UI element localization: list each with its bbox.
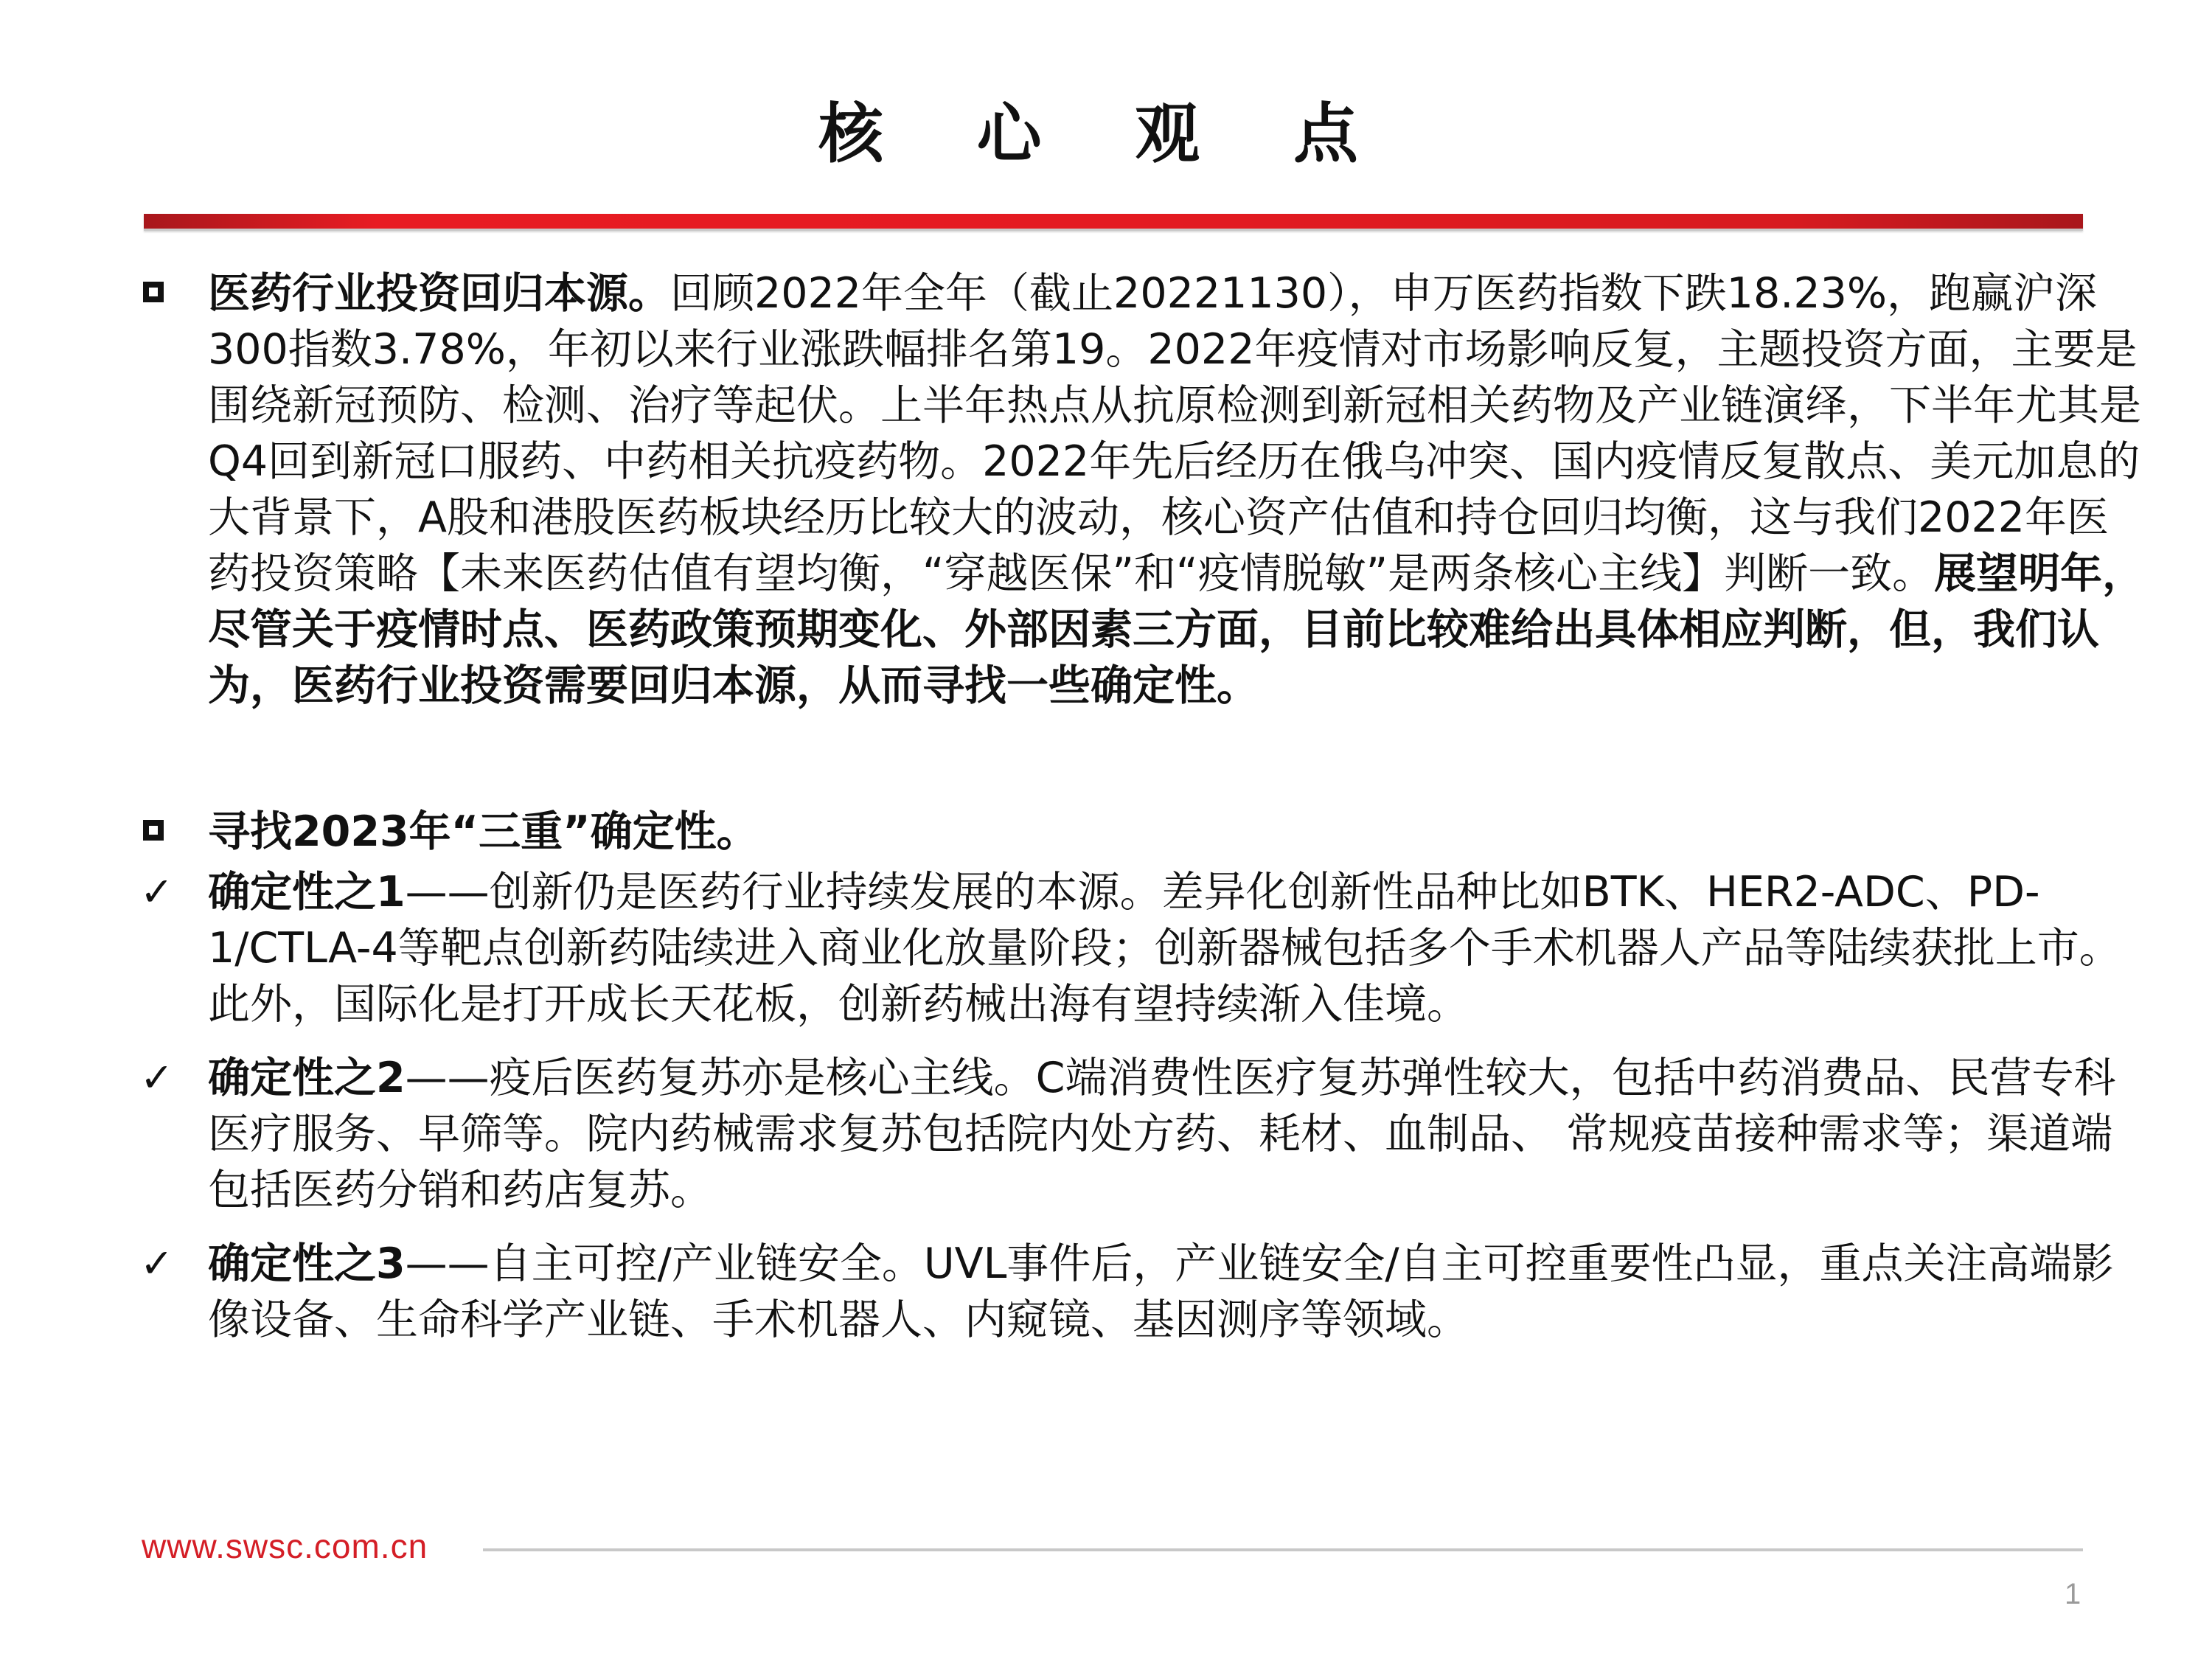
check-item-body: ——疫后医药复苏亦是核心主线。C端消费性医疗复苏弹性较大，包括中药消费品、民营专科医疗服务、早筛等。院内药械需求复苏包括院内处方药、耗材、血制品、 常规疫苗接种需求等；渠道端包括医药分销和药店复苏。 (208, 1054, 2116, 1214)
page-number: 1 (2065, 1578, 2081, 1610)
section-certainty (140, 804, 2146, 1366)
check-item-title: 确定性之3 (208, 1239, 406, 1288)
page-title: 核 心 观 点 (818, 96, 1394, 172)
checkmark-icon: ✓ (140, 869, 174, 915)
check-list-item (140, 1050, 2146, 1218)
section-heading: 寻找2023年“三重”确定性。 (208, 807, 759, 856)
check-item-text (208, 1050, 2146, 1218)
check-list-item (140, 864, 2146, 1032)
check-item-body: ——自主可控/产业链安全。UVL事件后，产业链安全/自主可控重要性凸显，重点关注高端影像设备、生命科学产业链、手术机器人、内窥镜、基因测序等领域。 (208, 1239, 2114, 1344)
paragraph-text (208, 265, 2146, 714)
check-list-item (140, 1236, 2146, 1348)
paragraph-body: 回顾2022年全年（截止20221130），申万医药指数下跌18.23%，跑赢沪深300指数3.78%，年初以来行业涨跌幅排名第19。2022年疫情对市场影响反复，主题投资方面，主要是围绕新冠预防、检测、治疗等起伏。上半年热点从抗原检测到新冠相关药物及产业链演绎，下半年尤其是Q4回到新冠口服药、中药相关抗疫药物。2022年先后经历在俄乌冲突、国内疫情反复散点、美元加息的大背景下，A股和港股医药板块经历比较大的波动，核心资产估值和持仓回归均衡，这与我们2022年医药投资策略【未来医药估值有望均衡，“穿越医保”和“疫情脱敏”是两条核心主线】判断一致。 (208, 269, 2141, 598)
check-item-title: 确定性之1 (208, 868, 406, 917)
title-divider-bar (144, 214, 2083, 231)
checkmark-icon: ✓ (140, 1240, 174, 1287)
check-item-text (208, 1236, 2146, 1348)
footer-divider (483, 1548, 2083, 1551)
paragraph-heading: 医药行业投资回归本源。 (208, 269, 670, 318)
check-item-body: ——创新仍是医药行业持续发展的本源。差异化创新性品种比如BTK、HER2-ADC、PD-1/CTLA-4等靶点创新药陆续进入商业化放量阶段；创新器械包括多个手术机器人产品等陆续获批上市。此外，国际化是打开成长天花板，创新药械出海有望持续渐入佳境。 (208, 868, 2121, 1029)
check-item-title: 确定性之2 (208, 1054, 406, 1102)
check-item-text (208, 864, 2146, 1032)
bullet-heading (140, 804, 2146, 860)
checkmark-icon: ✓ (140, 1054, 174, 1101)
footer-website-link[interactable]: www.swsc.com.cn (142, 1527, 428, 1565)
paragraph-conclusion: 展望明年，尽管关于疫情时点、医药政策预期变化、外部因素三方面，目前比较难给出具体相应判断，但，我们认为，医药行业投资需要回归本源，从而寻找一些确定性。 (208, 549, 2145, 710)
bullet-paragraph (140, 265, 2146, 714)
square-bullet-icon (143, 820, 164, 841)
section-industry-return (140, 265, 2146, 714)
square-bullet-icon (143, 282, 164, 302)
